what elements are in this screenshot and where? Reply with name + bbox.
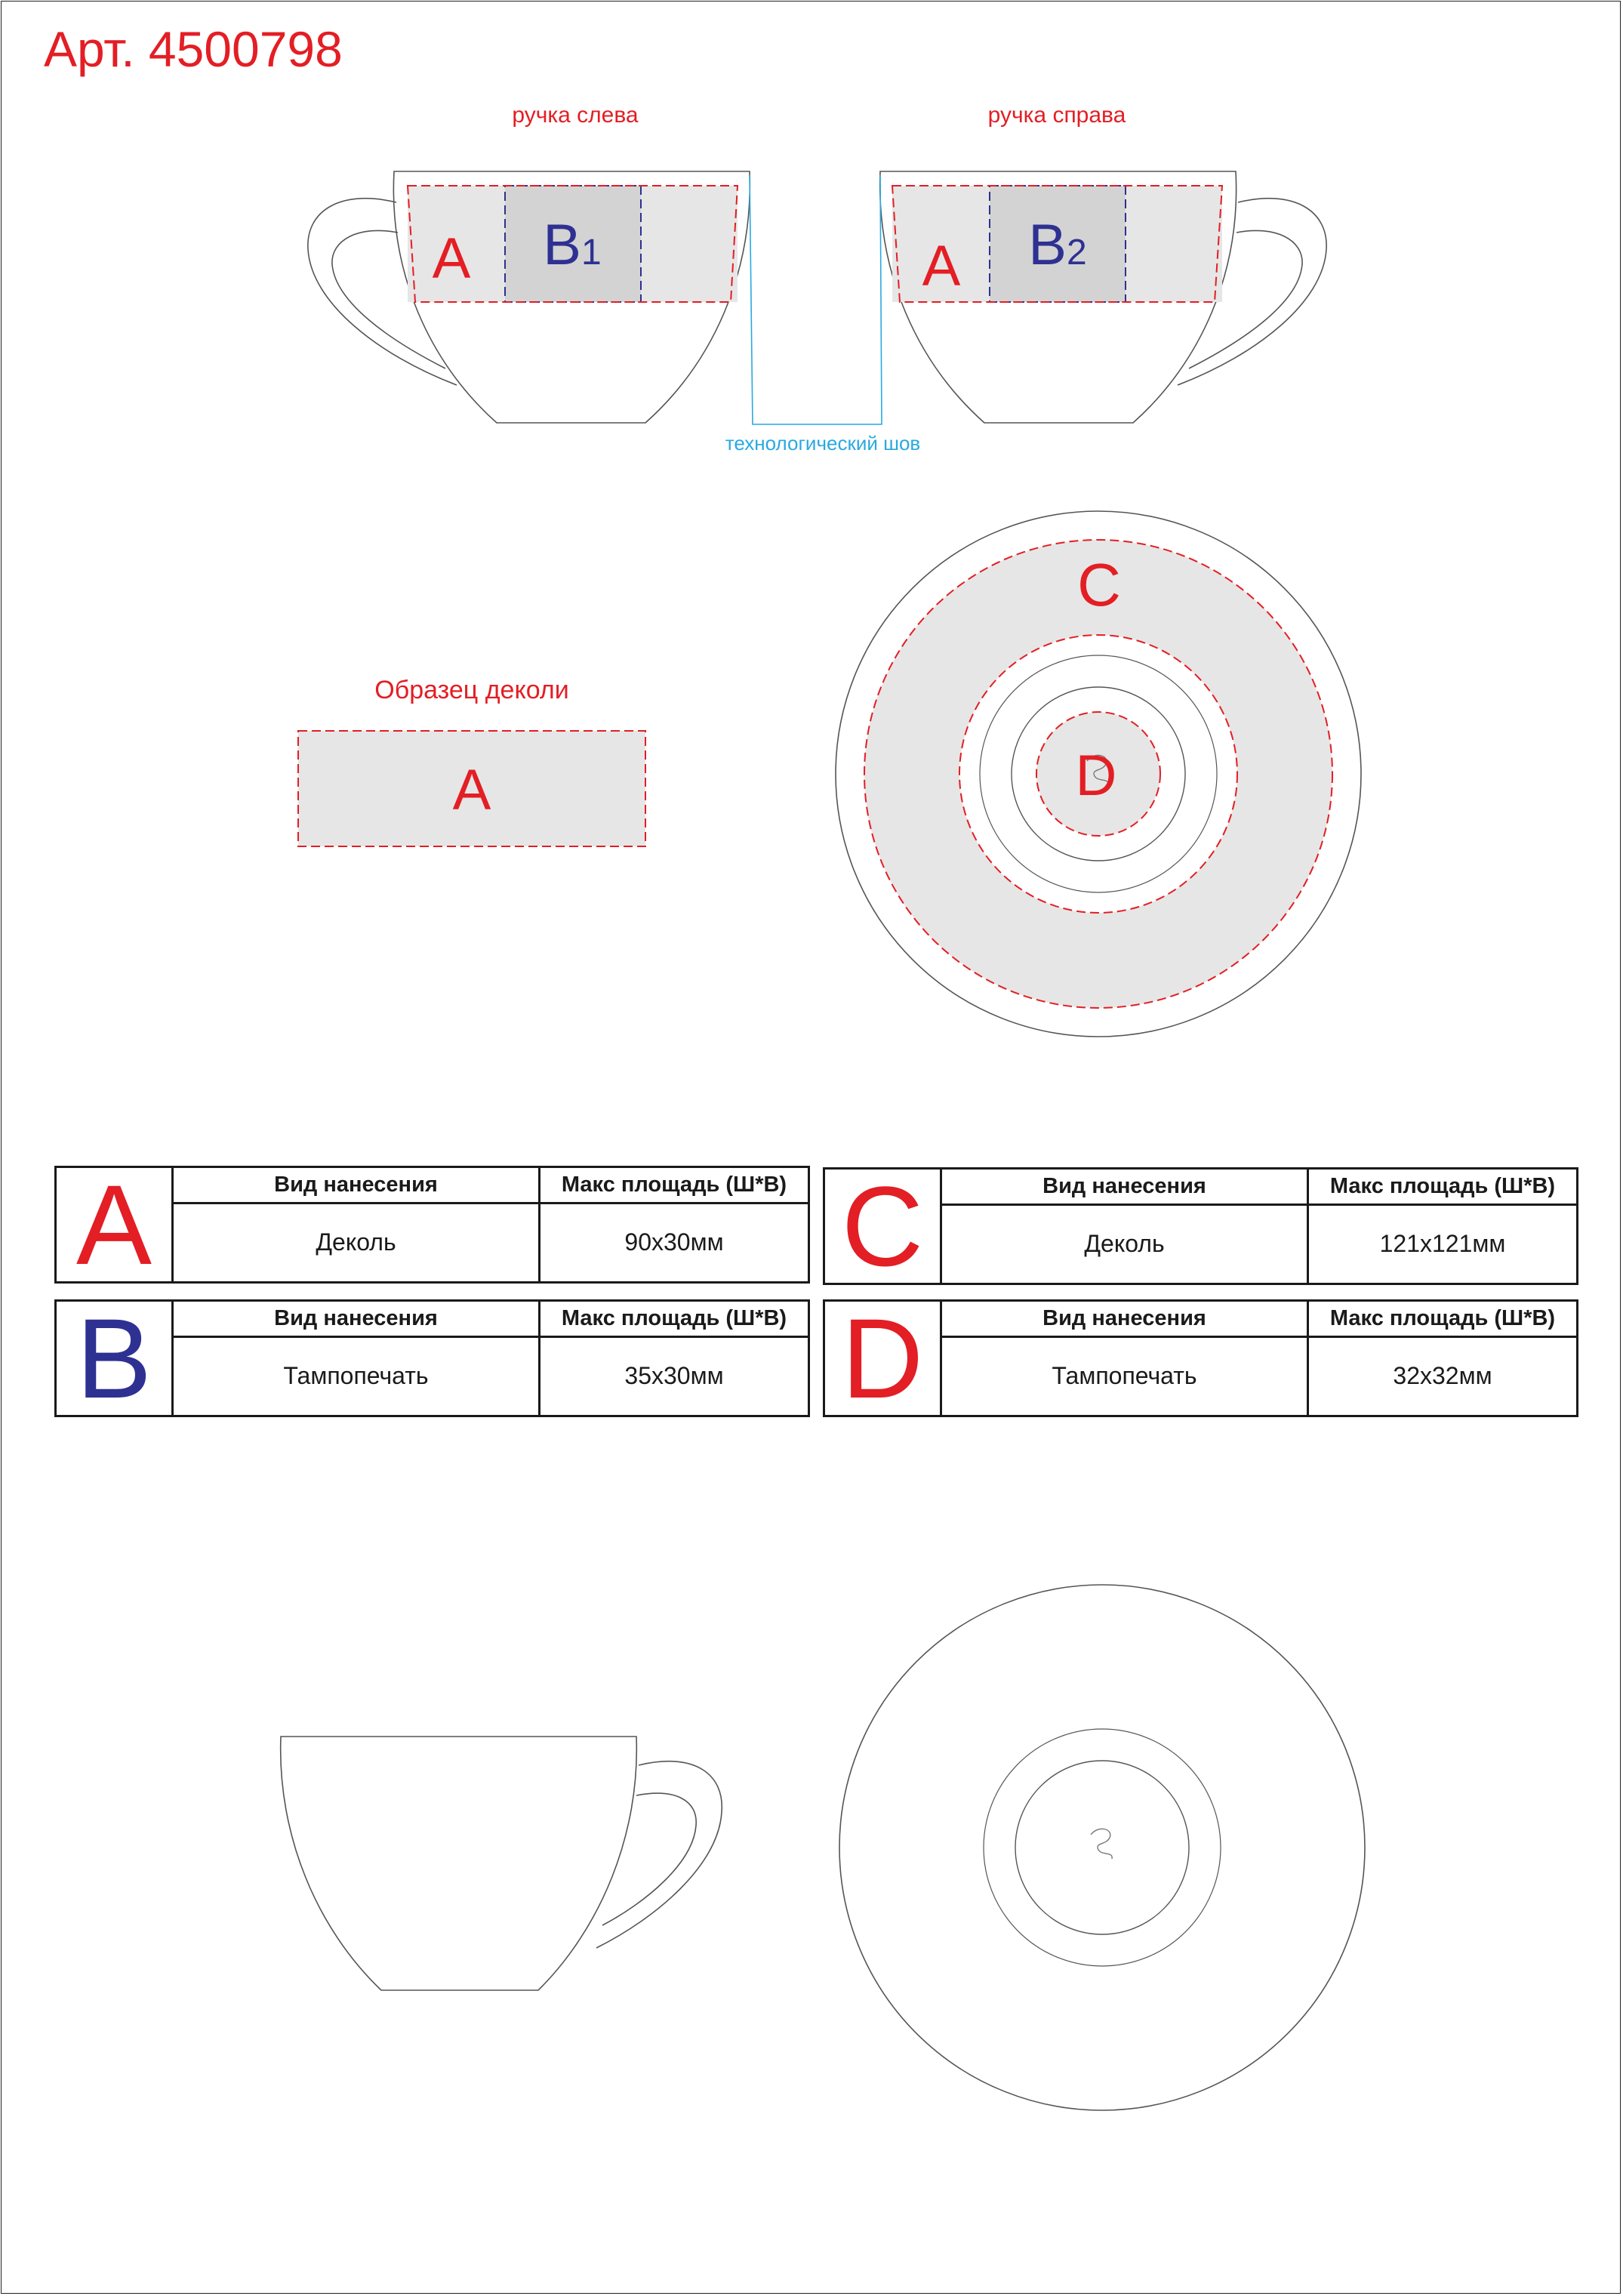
- zone-b1-label: B1: [543, 213, 602, 277]
- spec-letter: A: [56, 1167, 173, 1283]
- area-value: 121x121мм: [1308, 1204, 1578, 1284]
- decal-sample-label: Образец деколи: [374, 676, 569, 704]
- spec-table-c: [823, 1163, 1578, 1290]
- zone-c-label: C: [1077, 551, 1121, 618]
- zone-a-label-left: A: [432, 227, 471, 291]
- blank-saucer: [839, 1585, 1365, 2110]
- spec-table-b: [54, 1295, 810, 1422]
- method-header: Вид нанесения: [173, 1167, 540, 1203]
- saucer-outer-rim: [839, 1585, 1365, 2110]
- method-header: Вид нанесения: [941, 1169, 1308, 1205]
- blank-cup: [281, 1737, 722, 1990]
- seam-connector-line: [750, 175, 882, 424]
- handle-left-label: ручка слева: [512, 103, 639, 128]
- brand-mark-icon: [1091, 1829, 1112, 1859]
- area-value: 32x32мм: [1308, 1336, 1578, 1416]
- spec-letter: D: [824, 1301, 941, 1416]
- zone-b2-label: B2: [1028, 213, 1087, 277]
- cup-body-outline: [281, 1737, 637, 1990]
- method-header: Вид нанесения: [173, 1301, 540, 1337]
- area-header: Макс площадь (Ш*В): [540, 1301, 809, 1337]
- method-header: Вид нанесения: [941, 1301, 1308, 1337]
- method-value: Тампопечать: [941, 1336, 1308, 1416]
- area-value: 90x30мм: [540, 1203, 809, 1282]
- decal-sample-letter: A: [452, 758, 491, 822]
- method-value: Тампопечать: [173, 1336, 540, 1416]
- seam-label: технологический шов: [725, 432, 921, 455]
- article-title: Арт. 4500798: [44, 21, 343, 77]
- spec-letter: C: [824, 1169, 941, 1284]
- area-value: 35x30мм: [540, 1336, 809, 1416]
- method-value: Деколь: [173, 1203, 540, 1282]
- area-header: Макс площадь (Ш*В): [1308, 1169, 1578, 1205]
- method-value: Деколь: [941, 1204, 1308, 1284]
- saucer-well: [1015, 1761, 1189, 1934]
- area-header: Макс площадь (Ш*В): [1308, 1301, 1578, 1337]
- spec-letter: B: [56, 1301, 173, 1416]
- spec-table-d: [823, 1295, 1578, 1422]
- saucer-ring: [984, 1729, 1221, 1966]
- zone-d-label: D: [1075, 744, 1117, 808]
- area-header: Макс площадь (Ш*В): [540, 1167, 809, 1203]
- spec-table-a: [54, 1161, 810, 1288]
- zone-a-label-right: A: [922, 234, 961, 298]
- handle-right-label: ручка справа: [987, 103, 1126, 128]
